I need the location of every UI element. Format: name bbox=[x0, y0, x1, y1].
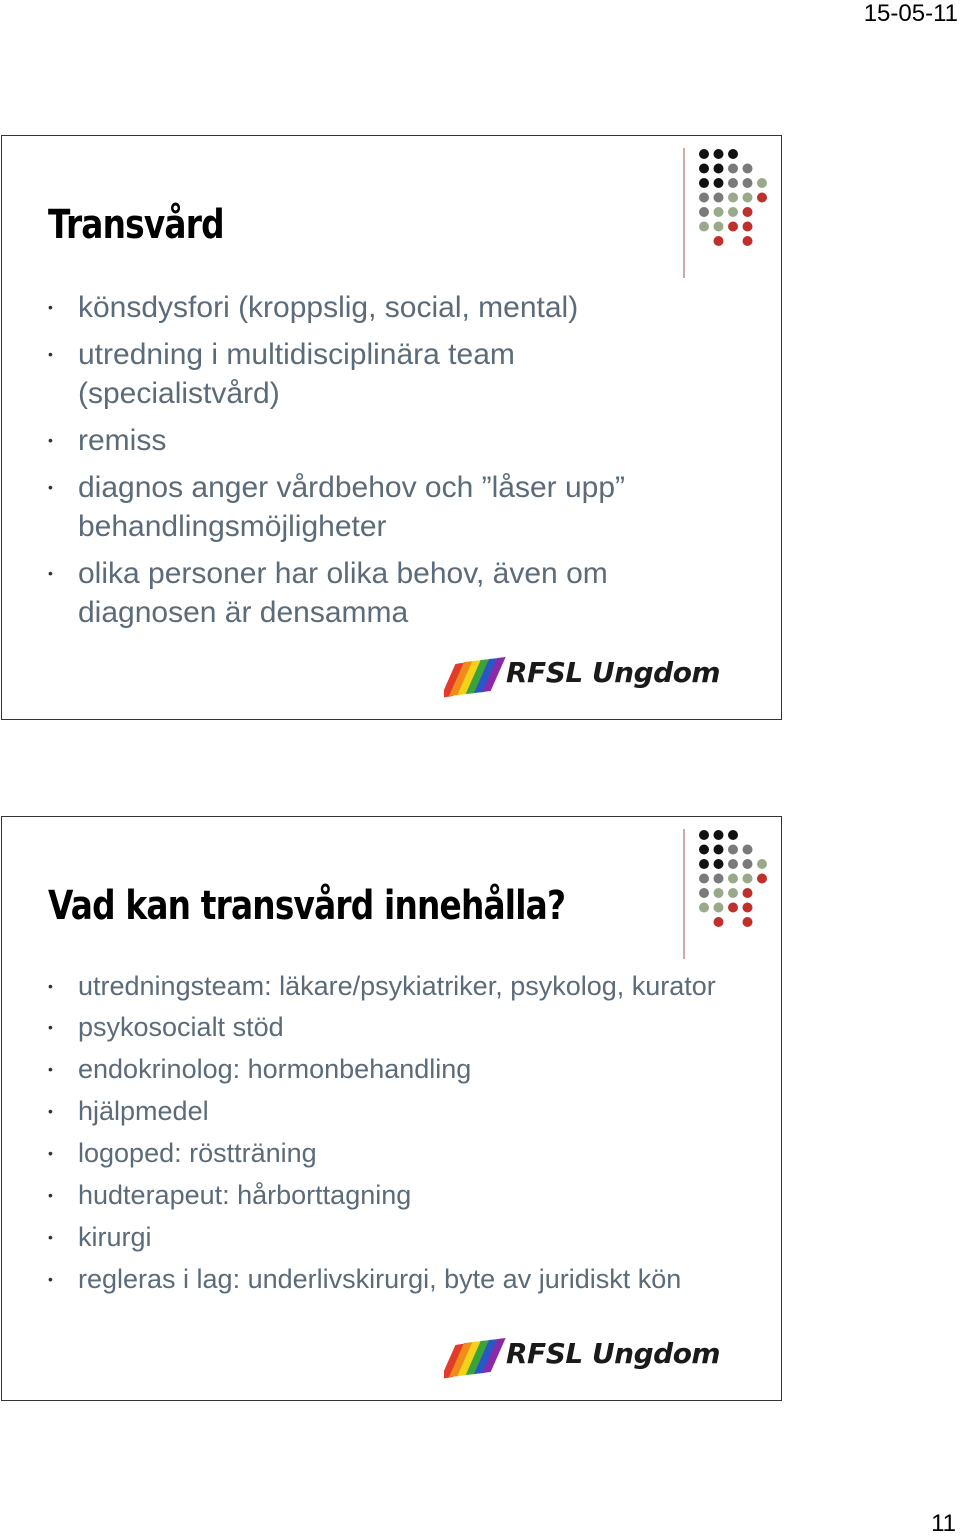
bullet-item: • regleras i lag: underlivskirurgi, byte av juridiskt kön bbox=[48, 1264, 682, 1294]
bullet-item: • kirurgi bbox=[48, 1222, 152, 1252]
decorative-dot-grid-icon bbox=[682, 146, 772, 281]
slide-transvard-innehall bbox=[1, 816, 782, 1401]
bullet-item: • hudterapeut: hårborttagning bbox=[48, 1180, 412, 1210]
slide-transvard bbox=[1, 135, 782, 720]
bullet-item: • olika personer har olika behov, även om diagnosen är densamma bbox=[48, 557, 608, 629]
logo-text: RFSL Ungdom bbox=[506, 656, 721, 689]
bullet-item: • endokrinolog: hormonbehandling bbox=[48, 1054, 472, 1084]
rfsl-ungdom-logo bbox=[444, 1337, 734, 1381]
bullet-item: • diagnos anger vårdbehov och ”låser upp” behandlingsmöjligheter bbox=[48, 471, 626, 543]
page-number: 11 bbox=[931, 1510, 956, 1537]
slide-title: Transvård bbox=[48, 202, 224, 248]
bullet-item: • logoped: röstträning bbox=[48, 1138, 317, 1168]
slide-title: Vad kan transvård innehålla? bbox=[48, 883, 566, 929]
bullet-item: • utredning i multidisciplinära team (specialistvård) bbox=[48, 338, 515, 410]
rfsl-ungdom-logo bbox=[444, 656, 734, 700]
rainbow-flag-icon bbox=[444, 1337, 506, 1381]
rainbow-flag-icon bbox=[444, 656, 506, 700]
page-date: 15-05-11 bbox=[863, 0, 958, 27]
decorative-dot-grid-icon bbox=[682, 827, 772, 962]
bullet-item: • utredningsteam: läkare/psykiatriker, psykolog, kurator bbox=[48, 971, 716, 1001]
bullet-item: • psykosocialt stöd bbox=[48, 1012, 284, 1042]
logo-text: RFSL Ungdom bbox=[506, 1337, 721, 1370]
bullet-item: • remiss bbox=[48, 424, 167, 457]
bullet-item: • könsdysfori (kroppslig, social, mental) bbox=[48, 291, 579, 324]
bullet-list bbox=[48, 969, 758, 1304]
bullet-list bbox=[48, 288, 688, 640]
bullet-item: • hjälpmedel bbox=[48, 1096, 209, 1126]
